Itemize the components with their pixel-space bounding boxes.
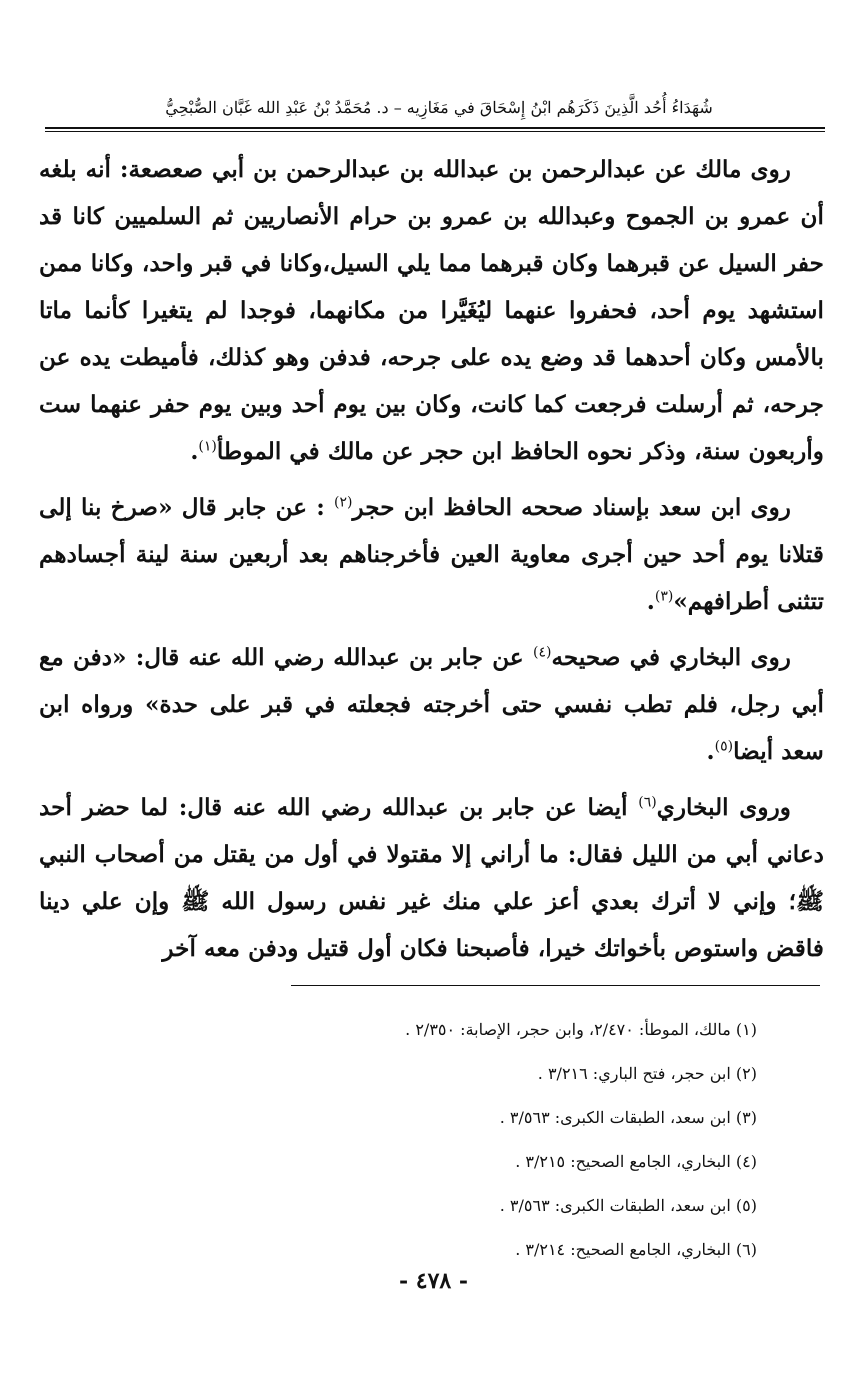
paragraph-3-end: . — [706, 738, 715, 765]
footnote-1: (١) مالك، الموطأ: ٢/٤٧٠، وابن حجر، الإصابة: ٢/٣٥٠ . — [405, 1020, 757, 1039]
paragraph-3-text-1: روى البخاري في صحيحه — [551, 644, 791, 671]
footnote-5: (٥) ابن سعد، الطبقات الكبرى: ٣/٥٦٣ . — [499, 1196, 757, 1215]
paragraph-1-text: روى مالك عن عبدالرحمن بن عبدالله بن عبدالرحمن بن أبي صعصعة: أنه بلغه أن عمرو بن الجموح وعبدالله بن عمرو بن حرام الأنصاريين ثم السلميين كانا قد حفر السيل عن قبرهما وكان قبرهما مما يلي السيل،وكانا في قبر واحد، وكانا ممن استشهد يوم أحد، فحفروا عنهما ليُغَيَّرا من مكانهما، فوجدا لم يتغيرا كأنما ماتا بالأمس وكان أحدهما قد وضع يده على جرحه، فدفن وهو كذلك، فأميطت يده عن جرحه، ثم أرسلت فرجعت كما كانت، وكان بين يوم أحد وبين يوم حفر عنهما ست وأربعون سنة، وذكر نحوه الحافظ ابن حجر عن مالك في الموطأ — [39, 156, 824, 465]
header-rule — [45, 127, 825, 129]
footnote-6: (٦) البخاري، الجامع الصحيح: ٣/٢١٤ . — [515, 1240, 757, 1259]
page-number: - ٤٧٨ - — [398, 1268, 469, 1294]
paragraph-2-text-2: : عن جابر قال «صرخ بنا إلى قتلانا يوم أحد حين أجرى معاوية العين فأخرجناهم بعد أربعين سنة لينة أجسادهم تتثنى أطرافهم» — [39, 494, 824, 615]
footnote-4: (٤) البخاري، الجامع الصحيح: ٣/٢١٥ . — [515, 1152, 757, 1171]
footnote-ref-3: (٣) — [654, 588, 674, 605]
footnote-3: (٣) ابن سعد، الطبقات الكبرى: ٣/٥٦٣ . — [499, 1108, 757, 1127]
footnote-ref-6: (٦) — [638, 794, 657, 811]
footnote-2: (٢) ابن حجر، فتح الباري: ٣/٢١٦ . — [537, 1064, 757, 1083]
footnote-ref-4: (٤) — [532, 644, 552, 661]
running-header: شُهَدَاءُ أُحُد الَّذِينَ ذَكَرَهُم ابْنُ إِسْحَاقَ في مَغَازِيه – د. مُحَمَّدُ بْنُ عَبْدِ الله غَبَّان الصُّبْحِيُّ — [165, 98, 713, 117]
paragraph-1 — [39, 146, 824, 475]
footnote-ref-5: (٥) — [714, 738, 734, 755]
footnote-ref-2: (٢) — [333, 494, 353, 511]
paragraph-4-text-2: أيضا عن جابر بن عبدالله رضي الله عنه قال: لما حضر أحد دعاني أبي من الليل فقال: ما أراني إلا مقتولا في أول من يقتل من أصحاب النبي ﷺ؛ وإني لا أترك بعدي أعز علي منك غير نفس رسول الله ﷺ وإن علي دينا فاقض واستوص بأخواتك خيرا، فأصبحنا فكان أول قتيل ودفن معه آخر — [39, 794, 824, 962]
footnotes — [237, 1008, 757, 1272]
footnote-separator — [291, 985, 820, 986]
paragraph-2 — [39, 484, 824, 625]
body-text — [39, 146, 824, 972]
paragraph-2-end: . — [646, 588, 655, 615]
paragraph-4-text-1: وروى البخاري — [656, 794, 791, 821]
paragraph-4 — [39, 784, 824, 972]
header-rule-thin — [45, 131, 825, 132]
paragraph-2-text-1: روى ابن سعد بإسناد صححه الحافظ ابن حجر — [352, 494, 791, 521]
paragraph-1-end: . — [190, 438, 199, 465]
paragraph-3 — [39, 634, 824, 775]
paragraph-3-text-2: عن جابر بن عبدالله رضي الله عنه قال: «دفن مع أبي رجل، فلم تطب نفسي حتى أخرجته فجعلته في قبر على حدة» ورواه ابن سعد أيضا — [39, 644, 824, 765]
footnote-ref-1: (١) — [198, 438, 217, 455]
